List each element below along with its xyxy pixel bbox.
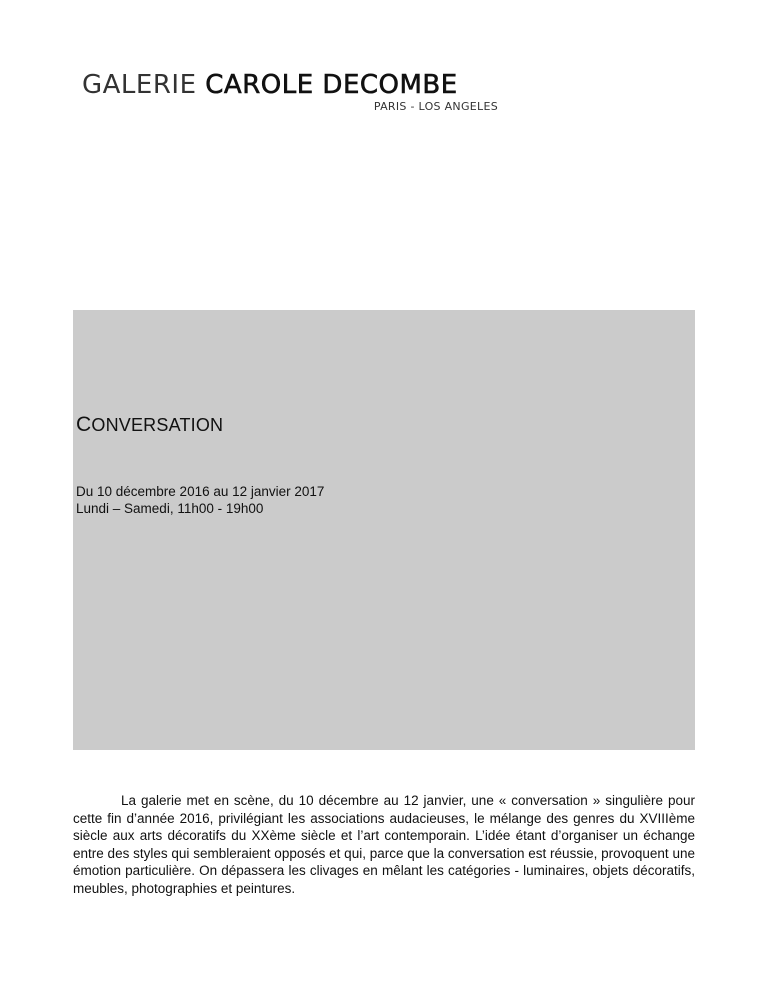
exhibition-dates: Du 10 décembre 2016 au 12 janvier 2017 [76, 484, 325, 499]
description-paragraph [73, 792, 695, 897]
exhibition-title-initial: C [76, 413, 92, 436]
exhibition-hours: Lundi – Samedi, 11h00 - 19h00 [76, 501, 264, 516]
logo-wordmark [82, 70, 502, 100]
exhibition-panel [73, 310, 695, 750]
exhibition-title-rest: ONVERSATION [91, 415, 224, 435]
logo-word-galerie: GALERIE [82, 70, 206, 100]
logo-locations: PARIS - LOS ANGELES [373, 100, 498, 113]
gallery-logo [82, 70, 502, 113]
exhibition-title [76, 413, 223, 437]
exhibition-schedule [76, 483, 324, 517]
logo-word-name: CAROLE DECOMBE [205, 70, 458, 100]
description-text: La galerie met en scène, du 10 décembre au 12 janvier, une « conversation » singulière pour cette fin d’année 2016, privilégiant les associations audacieuses, le mélange des genres du XVIIIème siècle aux arts décoratifs du XXème siècle et l’art contemporain. L’idée étant d’organiser un échange entre des styles qui sembleraient opposés et qui, parce que la conversation est réussie, provoquent une émotion particulière. On dépassera les clivages en mêlant les catégories - luminaires, objets décoratifs, meubles, photographies et peintures. [73, 793, 695, 896]
